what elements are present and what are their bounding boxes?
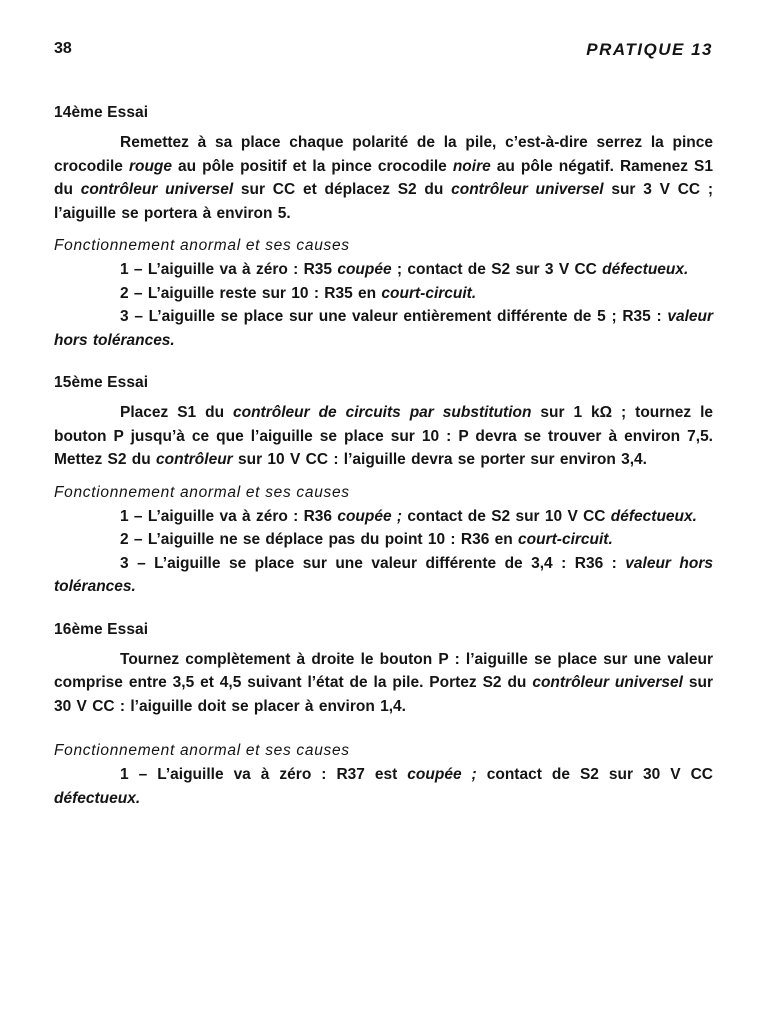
italic-text-run: défectueux. [610,507,697,525]
italic-text-run: contrôleur universel [451,181,604,198]
italic-text-run: coupée [337,261,392,278]
text-run: contact de S2 sur 30 V CC [476,766,713,783]
section-intro [54,648,713,719]
text-run: au pôle négatif. Ramenez S1 du [54,157,714,198]
italic-text-run: noire [452,157,491,175]
italic-text-run: contrôleur [156,451,233,468]
section-15 [54,374,713,599]
section-intro [54,131,713,225]
text-run: 1 – L’aiguille va à zéro : R35 [120,261,338,278]
section-title: 15ème Essai [54,374,149,391]
text-run: 1 – L’aiguille va à zéro : R37 est [120,766,408,783]
faults-title: Fonctionnement anormal et ses causes [54,483,350,501]
section-14 [54,104,713,352]
fault-item [54,552,713,599]
faults-title: Fonctionnement anormal et ses causes [54,742,350,759]
section-intro [54,401,713,472]
fault-item [54,505,713,529]
text-run: 1 – L’aiguille va à zéro : R36 [120,507,338,525]
italic-text-run: rouge [128,157,173,175]
running-head: PRATIQUE 13 [586,40,713,59]
text-run: 2 – L’aiguille reste sur 10 : R35 en [120,284,382,302]
text-run: contact de S2 sur 10 V CC [402,507,611,525]
text-run: sur CC et déplacez S2 du [233,181,452,198]
text-run: sur 3 V CC ; l’aiguille se portera à environ 5. [54,181,713,222]
page-header [54,0,713,78]
italic-text-run: court-circuit. [518,531,613,548]
fault-item [54,258,713,282]
italic-text-run: défectueux. [54,789,141,807]
text-run: Remettez à sa place chaque polarité de la pile, c’est-à-dire serrez la pince crocodile [54,134,713,175]
text-run: Placez S1 du [120,404,233,421]
section-title: 14ème Essai [54,104,149,121]
italic-text-run: valeur hors tolérances. [54,554,713,595]
italic-text-run: valeur hors tolérances. [54,308,713,349]
fault-item [54,282,713,306]
page-number: 38 [54,40,72,57]
text-run: 3 – L’aiguille se place sur une valeur différente de 3,4 : R36 : [120,554,626,572]
italic-text-run: défectueux. [602,261,689,278]
section-16 [54,621,713,811]
text-run: sur 30 V CC : l’aiguille doit se placer à environ 1,4. [54,674,713,715]
italic-text-run: contrôleur universel [532,674,683,691]
text-run: Tournez complètement à droite le bouton P : l’aiguille se place sur une valeur comprise entre 3,5 et 4,5 suivant l’état de la pile. Portez S2 du [54,650,713,691]
section-title: 16ème Essai [54,620,149,638]
text-run: sur 1 kΩ ; tournez le bouton P jusqu’à ce que l’aiguille se place sur 10 : P devra se trouver à environ 7,5. Mettez S2 du [54,404,713,468]
text-run: 3 – L’aiguille se place sur une valeur entièrement différente de 5 ; R35 : [120,308,668,325]
fault-item [54,763,713,810]
italic-text-run: coupée ; [407,766,477,783]
fault-item [54,305,713,352]
italic-text-run: contrôleur universel [80,181,234,198]
faults-title: Fonctionnement anormal et ses causes [54,237,350,254]
italic-text-run: court-circuit. [381,284,477,302]
text-run: au pôle positif et la pince crocodile [172,157,453,175]
italic-text-run: contrôleur de circuits par substitution [233,404,532,421]
text-run: 2 – L’aiguille ne se déplace pas du point 10 : R36 en [120,531,519,548]
text-run: sur 10 V CC : l’aiguille devra se porter sur environ 3,4. [232,451,647,468]
text-run: ; contact de S2 sur 3 V CC [391,261,603,278]
fault-item [54,528,713,552]
italic-text-run: coupée ; [337,507,403,525]
